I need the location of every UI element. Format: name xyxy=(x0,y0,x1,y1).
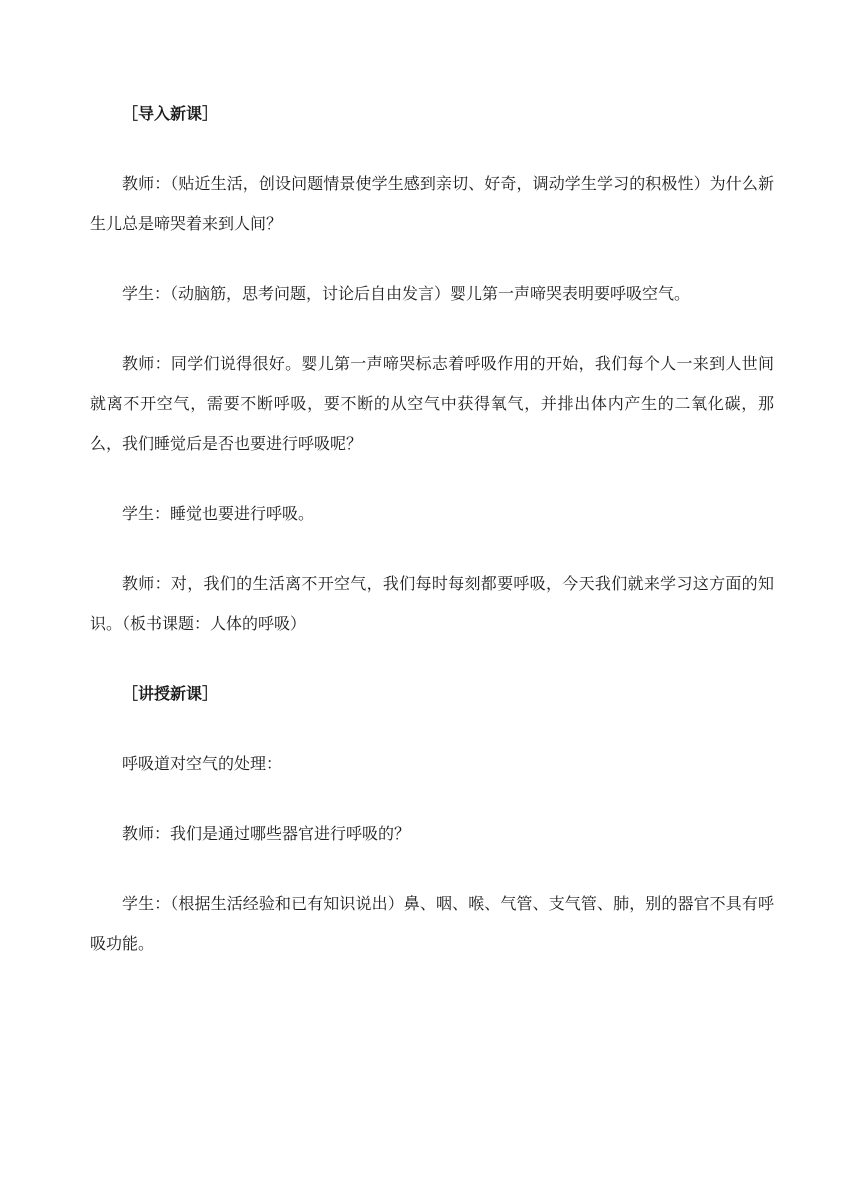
paragraph-teacher-topic: 教师：对，我们的生活离不开空气，我们每时每刻都要呼吸，今天我们就来学习这方面的知识。（板书课题：人体的呼吸） xyxy=(90,574,774,633)
section-heading-new-lesson: ［讲授新课］ xyxy=(122,684,219,703)
paragraph-student-answer: 学生：（动脑筋，思考问题，讨论后自由发言）婴儿第一声啼哭表明要呼吸空气。 xyxy=(122,284,691,303)
section-heading-intro: ［导入新课］ xyxy=(122,104,219,123)
paragraph-student-sleep: 学生：睡觉也要进行呼吸。 xyxy=(122,504,315,523)
paragraph-airway-topic: 呼吸道对空气的处理： xyxy=(122,754,283,773)
paragraph-teacher-explanation: 教师：同学们说得很好。婴儿第一声啼哭标志着呼吸作用的开始，我们每个人一来到人世间就离不开空气，需要不断呼吸，要不断的从空气中获得氧气，并排出体内产生的二氧化碳，那么，我们睡觉后是否也要进行呼吸呢？ xyxy=(90,354,774,453)
paragraph-student-organs: 学生：（根据生活经验和已有知识说出）鼻、咽、喉、气管、支气管、肺，别的器官不具有呼吸功能。 xyxy=(90,894,774,953)
document-body xyxy=(90,94,774,964)
paragraph-teacher-question: 教师：（贴近生活，创设问题情景使学生感到亲切、好奇，调动学生学习的积极性）为什么新生儿总是啼哭着来到人间？ xyxy=(90,174,774,233)
paragraph-teacher-organs: 教师：我们是通过哪些器官进行呼吸的？ xyxy=(122,824,411,843)
